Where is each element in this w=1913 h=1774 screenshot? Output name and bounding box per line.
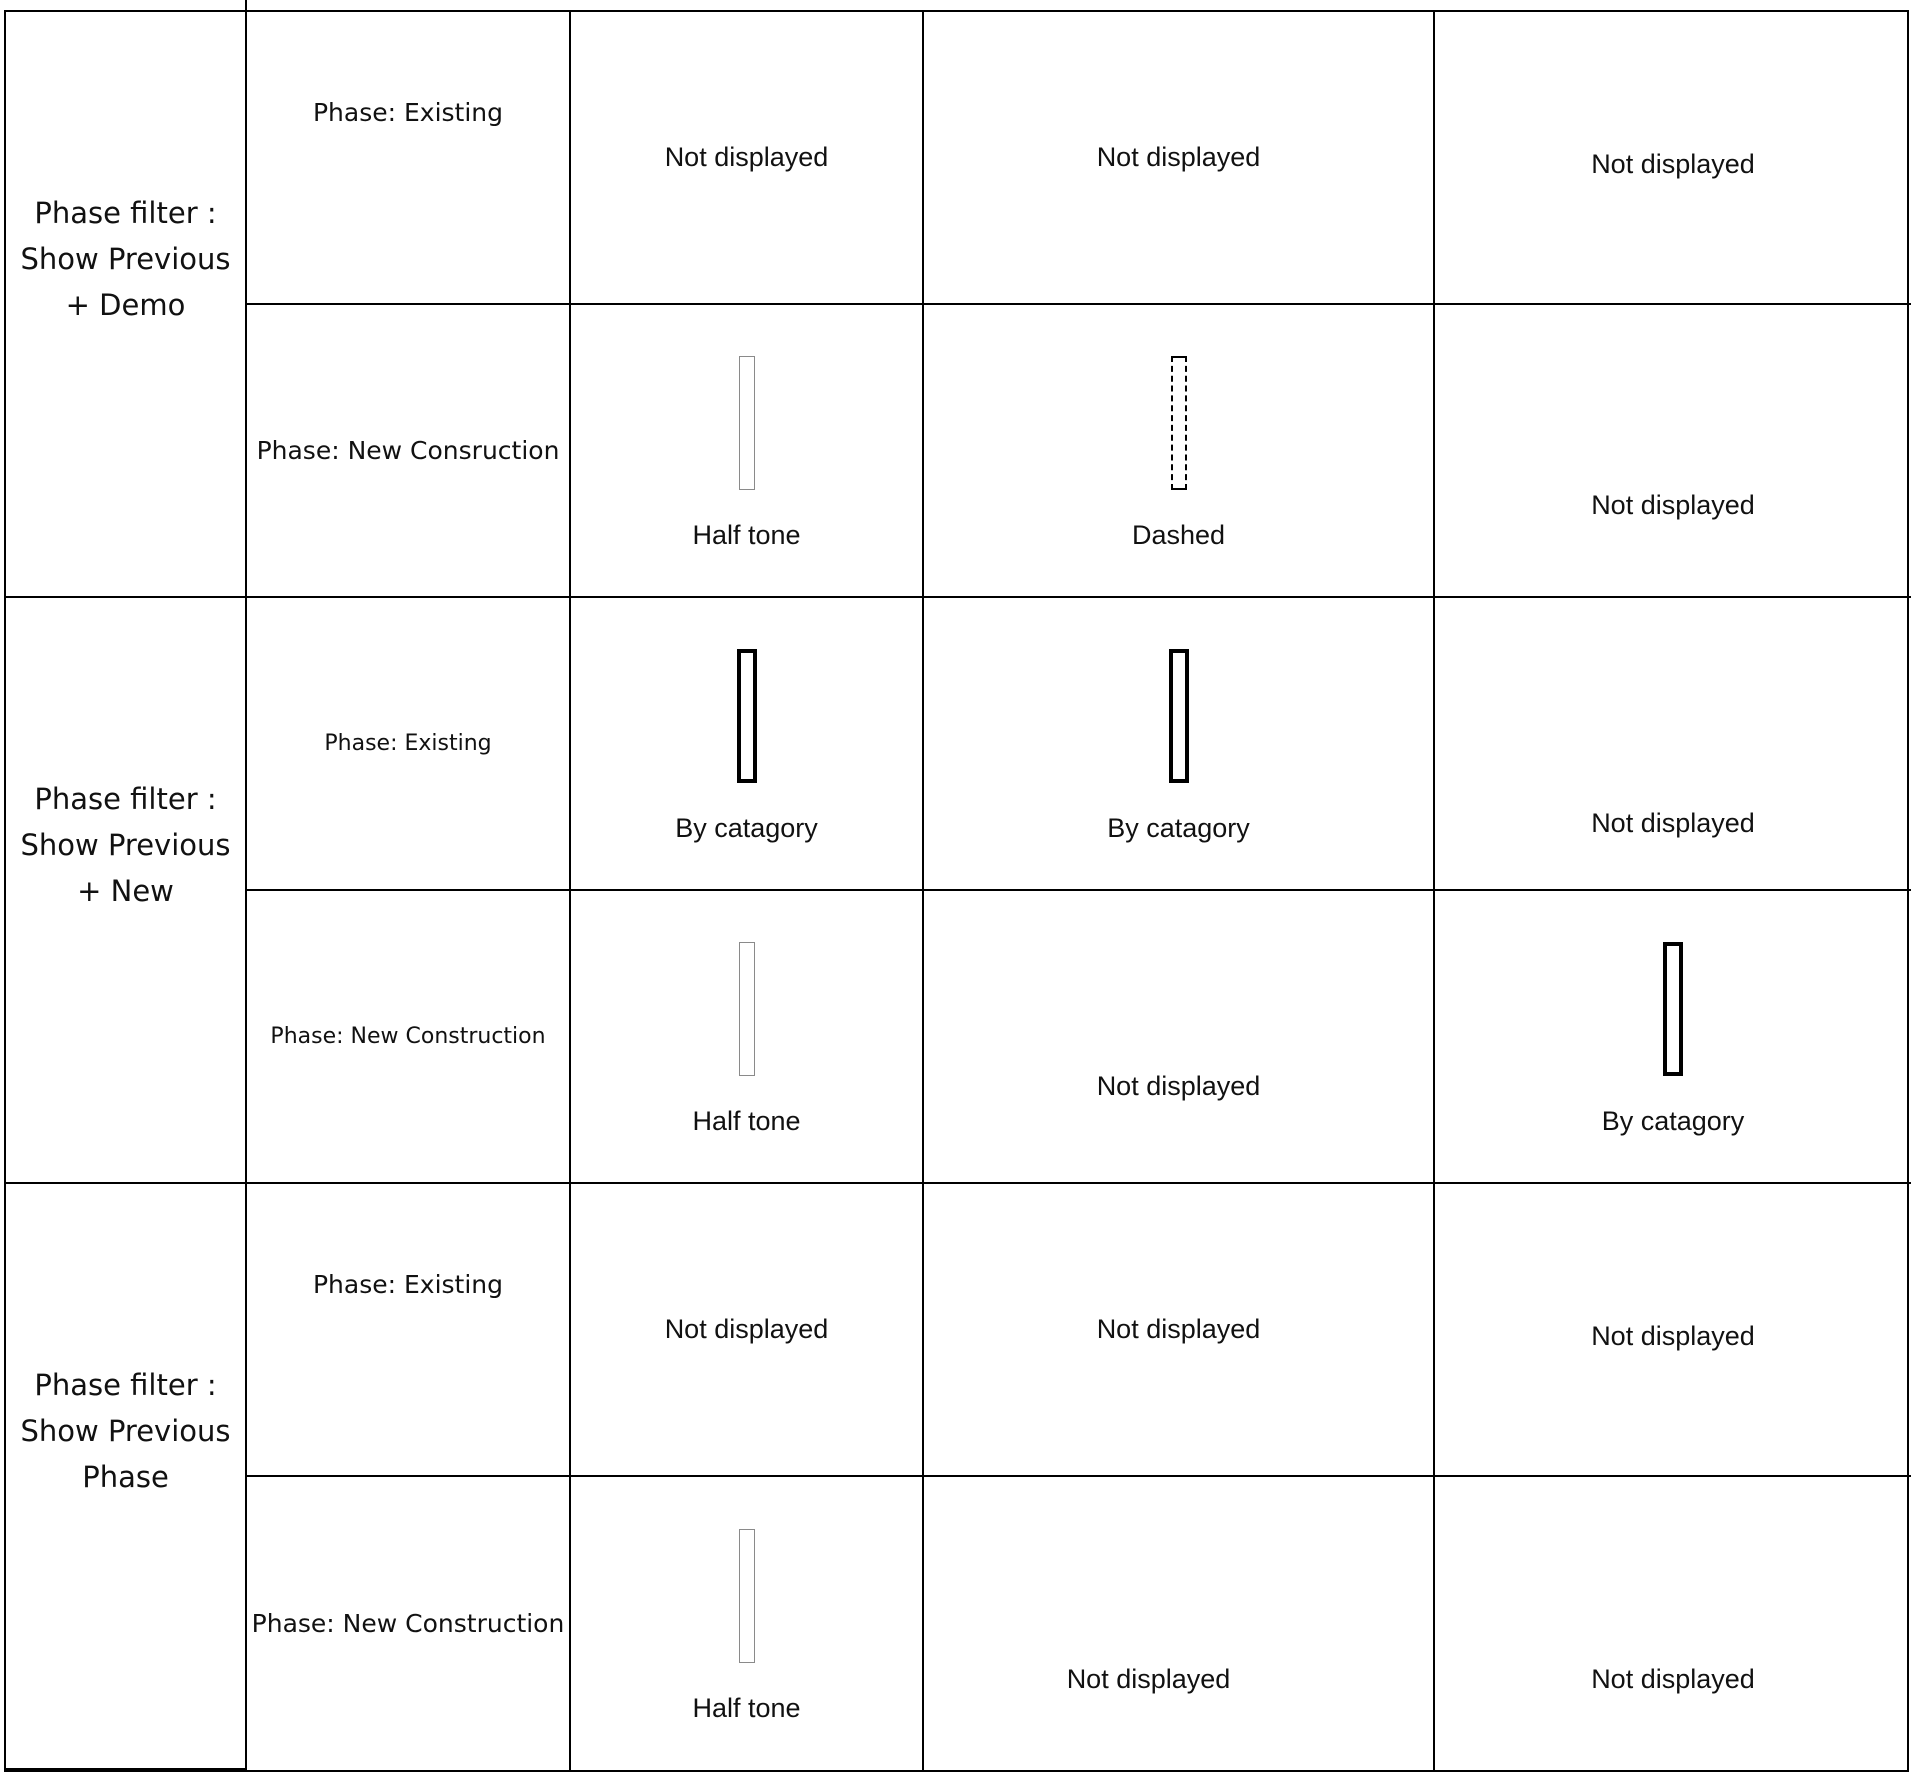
phase-label-cell: Phase: New Construction: [247, 891, 571, 1184]
display-label: By catagory: [675, 813, 818, 843]
halftone-symbol: [739, 356, 755, 490]
display-cell: [571, 1477, 924, 1770]
phase-label-cell: Phase: New Consruction: [247, 305, 571, 598]
display-label: Not displayed: [664, 142, 829, 172]
display-label: Dashed: [1131, 520, 1226, 550]
filter-line: Phase filter :: [34, 782, 217, 816]
display-label: By catagory: [1601, 1106, 1745, 1136]
display-label: Not displayed: [1591, 1321, 1755, 1351]
display-cell: [924, 1477, 1435, 1770]
display-cell: [571, 1184, 924, 1477]
filter-line: + New: [77, 874, 174, 908]
display-label: Half tone: [692, 520, 801, 550]
halftone-symbol: [739, 1529, 755, 1663]
display-label: Not displayed: [1591, 1664, 1755, 1694]
display-cell: [1435, 12, 1911, 305]
display-cell: [1435, 305, 1911, 598]
display-cell: [924, 598, 1435, 891]
filter-line: + Demo: [65, 288, 186, 322]
display-label: Not displayed: [1591, 808, 1755, 838]
phase-label-cell: Phase: New Construction: [247, 1477, 571, 1770]
display-label: Half tone: [692, 1106, 801, 1136]
display-cell: [1435, 1477, 1911, 1770]
filter-line: Show Previous: [20, 1414, 231, 1448]
filter-line: Show Previous: [20, 828, 231, 862]
display-cell: [924, 12, 1435, 305]
category-symbol: [737, 649, 757, 783]
dashed-symbol: [1171, 356, 1187, 490]
display-label: Not displayed: [1096, 142, 1261, 172]
filter-line: Phase: [82, 1460, 169, 1494]
category-symbol: [1169, 649, 1189, 783]
phase-filter-cell: [6, 1094, 247, 1770]
phase-label-cell: Phase: Existing: [247, 1184, 571, 1477]
display-cell: [924, 305, 1435, 598]
phase-label-cell: Phase: Existing: [247, 598, 571, 891]
phase-display-table: [4, 10, 1909, 1772]
display-cell: [1435, 1184, 1911, 1477]
category-symbol: [1663, 942, 1683, 1076]
display-cell: [1435, 891, 1911, 1184]
filter-line: Show Previous: [20, 242, 231, 276]
display-label: Not displayed: [1591, 149, 1755, 179]
display-label: Not displayed: [1591, 490, 1755, 520]
display-cell: [571, 12, 924, 305]
halftone-symbol: [739, 942, 755, 1076]
display-label: Half tone: [692, 1693, 801, 1723]
display-label: Not displayed: [1066, 1664, 1231, 1694]
display-label: By catagory: [1107, 813, 1250, 843]
display-cell: [924, 1184, 1435, 1477]
display-cell: [924, 891, 1435, 1184]
display-cell: [571, 891, 924, 1184]
display-label: Not displayed: [1096, 1071, 1261, 1101]
phase-filter-cell: [6, 508, 247, 1184]
display-cell: [1435, 598, 1911, 891]
display-label: Not displayed: [1096, 1314, 1261, 1344]
phase-label-cell: Phase: Existing: [247, 12, 571, 305]
display-label: Not displayed: [664, 1314, 829, 1344]
filter-line: Phase filter :: [34, 1368, 217, 1402]
display-cell: [571, 598, 924, 891]
filter-line: Phase filter :: [34, 196, 217, 230]
display-cell: [571, 305, 924, 598]
